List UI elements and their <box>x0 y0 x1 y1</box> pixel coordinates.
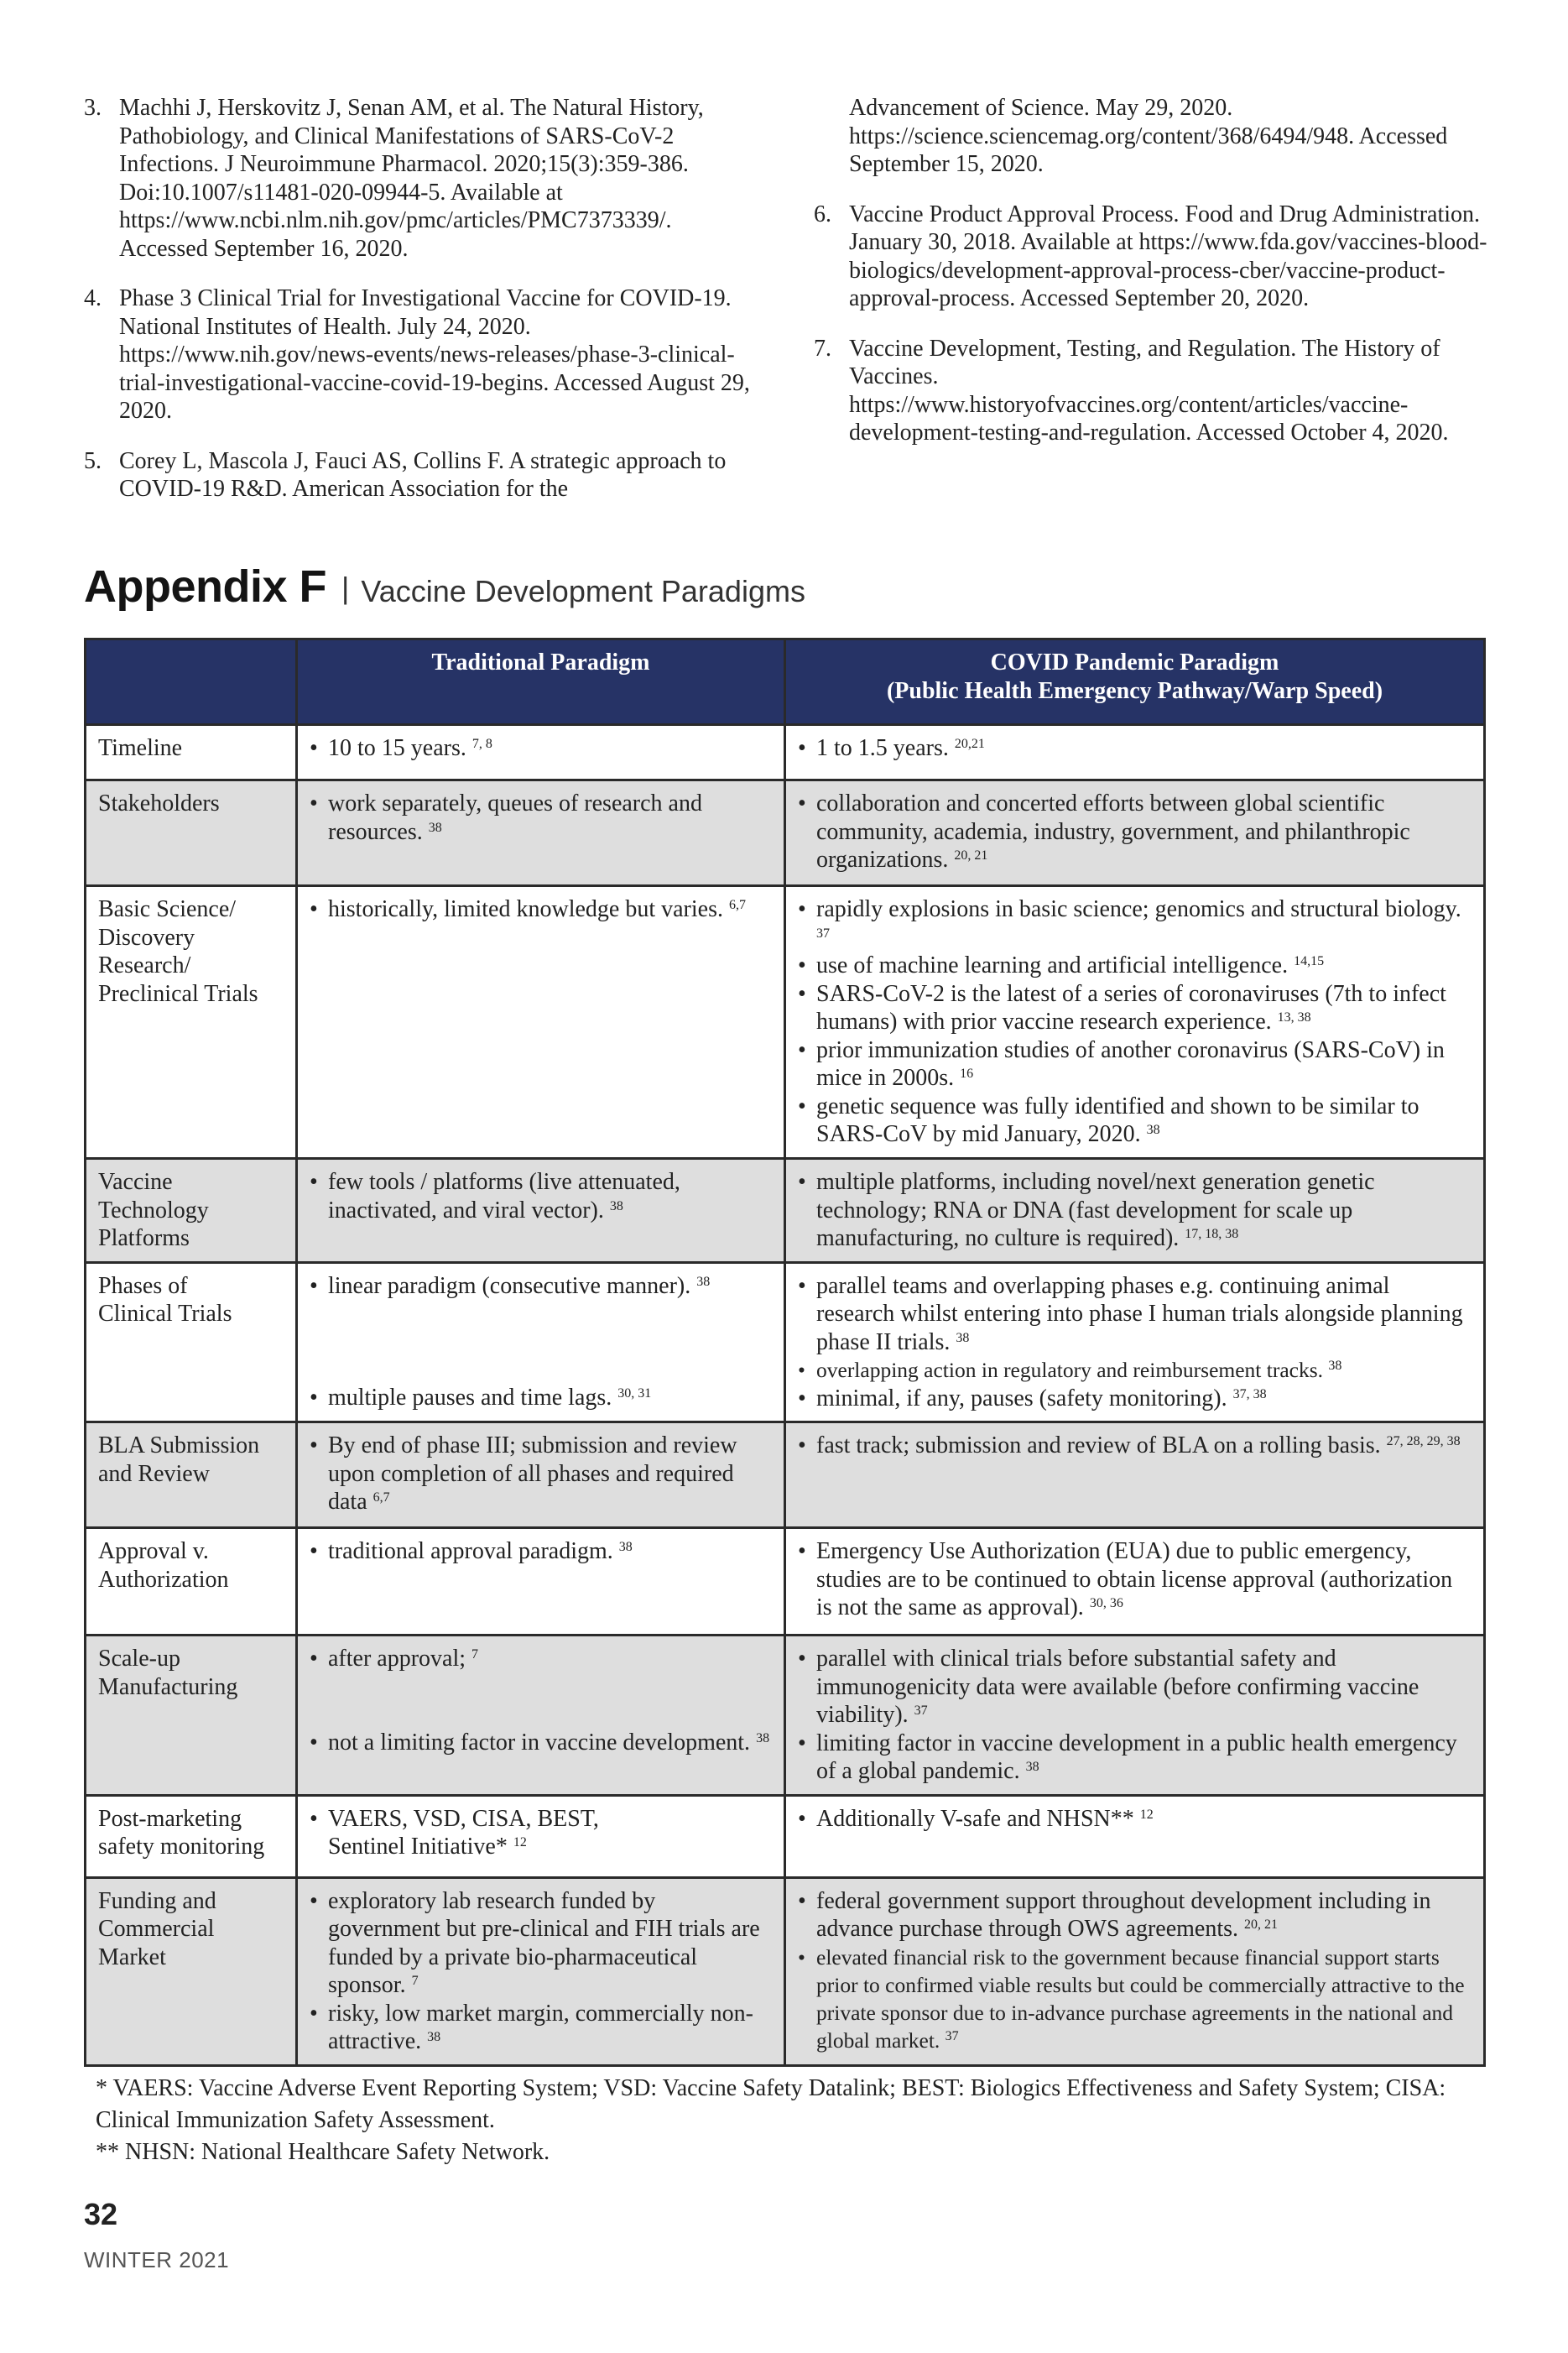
covid-cell <box>785 1528 1485 1636</box>
covid-cell <box>785 886 1485 1159</box>
reference-item: 4. Phase 3 Clinical Trial for Investigational Vaccine for COVID-19. National Institutes of Health. July 24, 2020. https://www.nih.gov/news-events/news-releases/phase-3-clinical-trial-investigational-vaccine-covid-19-begins. Accessed August 29, 2020. <box>84 285 750 424</box>
covid-cell <box>785 1262 1485 1422</box>
row-label: Approval v. Authorization <box>86 1528 297 1636</box>
list-item: • 1 to 1.5 years. $^{20,21}$ <box>798 734 1472 763</box>
footnote: * VAERS: Vaccine Adverse Event Reporting System; VSD: Vaccine Safety Datalink; BEST: Biologics Effectiveness and Safety System; CISA: Clinical Immunization Safety Assessment. <box>96 2075 1446 2133</box>
header-traditional: Traditional Paradigm <box>297 639 785 725</box>
list-item: • collaboration and concerted efforts between global scientific community, academia, industry, government, and philanthropic organizations. $^{20, 21}$ <box>798 790 1472 874</box>
list-item: • VAERS, VSD, CISA, BEST, Sentinel Initiative* $^{12}$ <box>310 1805 772 1861</box>
appendix-title: Vaccine Development Paradigms <box>361 574 805 608</box>
paradigm-table <box>84 638 1486 2067</box>
table-row <box>86 1636 1485 1796</box>
table-row <box>86 725 1485 780</box>
appendix-heading <box>84 561 805 613</box>
covid-cell <box>785 780 1485 886</box>
reference-item: 5. Corey L, Mascola J, Fauci AS, Collins F. A strategic approach to COVID-19 R&D. American Association for the <box>84 447 727 502</box>
list-item: • elevated financial risk to the government because financial support starts prior to confirmed viable results but could be commercially attractive to the private sponsor due to in-advance purchase agreements in the national and global market. $^{37}$ <box>798 1943 1472 2054</box>
list-item: • risky, low market margin, commercially non-attractive. $^{38}$ <box>310 2000 772 2056</box>
list-item: • 10 to 15 years. $^{7, 8}$ <box>310 734 772 763</box>
covid-cell <box>785 1159 1485 1263</box>
list-item: • after approval; $^7$ <box>310 1645 772 1673</box>
list-item: • exploratory lab research funded by government but pre-clinical and FIH trials are funded by a private bio-pharmaceutical sponsor. $^7$ <box>310 1887 772 2000</box>
table-row <box>86 1877 1485 2065</box>
row-label: Basic Science/ Discovery Research/ Preclinical Trials <box>86 886 297 1159</box>
covid-cell <box>785 1877 1485 2065</box>
reference-column-right <box>814 94 1493 469</box>
row-label: Scale-up Manufacturing <box>86 1636 297 1796</box>
list-item: • multiple platforms, including novel/next generation genetic technology; RNA or DNA (fast development for scale up manufacturing, no culture is required). $^{17, 18, 38}$ <box>798 1168 1472 1253</box>
table-row <box>86 1159 1485 1263</box>
footnote: ** NHSN: National Healthcare Safety Network. <box>96 2139 550 2165</box>
traditional-cell <box>297 1422 785 1528</box>
traditional-cell <box>297 1636 785 1796</box>
reference-item: 3. Machhi J, Herskovitz J, Senan AM, et al. The Natural History, Pathobiology, and Clinical Manifestations of SARS-CoV-2 Infections. J Neuroimmune Pharmacol. 2020;15(3):359-386. Doi:10.1007/s11481-020-09944-5. Available at https://www.ncbi.nlm.nih.gov/pmc/articles/PMC7373339/. Accessed September 16, 2020. <box>84 95 704 262</box>
header-covid: COVID Pandemic Paradigm (Public Health Emergency Pathway/Warp Speed) <box>785 639 1485 725</box>
table-row <box>86 886 1485 1159</box>
row-label: BLA Submission and Review <box>86 1422 297 1528</box>
row-label: Stakeholders <box>86 780 297 886</box>
list-item: • linear paradigm (consecutive manner). $^{38}$ <box>310 1272 772 1301</box>
list-item: • parallel with clinical trials before substantial safety and immunogenicity data were available (before confirming vaccine viability). $^{37}$ <box>798 1645 1472 1730</box>
traditional-cell <box>297 886 785 1159</box>
reference-item: 7. Vaccine Development, Testing, and Regulation. The History of Vaccines. https://www.historyofvaccines.org/content/articles/vaccine-development-testing-and-regulation. Accessed October 4, 2020. <box>814 335 1449 446</box>
covid-cell <box>785 725 1485 780</box>
traditional-cell <box>297 725 785 780</box>
covid-cell <box>785 1795 1485 1877</box>
list-item: • overlapping action in regulatory and reimbursement tracks. $^{38}$ <box>798 1356 1472 1385</box>
table-row <box>86 1262 1485 1422</box>
traditional-cell <box>297 1795 785 1877</box>
list-item: • use of machine learning and artificial intelligence. $^{14,15}$ <box>798 952 1472 980</box>
list-item: • SARS-CoV-2 is the latest of a series of coronaviruses (7th to infect humans) with prior vaccine research experience. $^{13, 38}$ <box>798 980 1472 1036</box>
list-item: • parallel teams and overlapping phases e.g. continuing animal research whilst entering into phase I human trials alongside planning phase II trials. $^{38}$ <box>798 1272 1472 1357</box>
reference-item: Advancement of Science. May 29, 2020. https://science.sciencemag.org/content/368/6494/948. Accessed September 15, 2020. <box>849 95 1448 177</box>
list-item: • genetic sequence was fully identified and shown to be similar to SARS-CoV by mid January, 2020. $^{38}$ <box>798 1093 1472 1149</box>
table-footnotes <box>96 2073 1488 2168</box>
traditional-cell <box>297 1262 785 1422</box>
table-row <box>86 1795 1485 1877</box>
list-item: • Additionally V-safe and NHSN** $^{12}$ <box>798 1805 1472 1834</box>
row-label: Timeline <box>86 725 297 780</box>
issue-season: WINTER 2021 <box>84 2247 230 2272</box>
table-row <box>86 1422 1485 1528</box>
list-item: • multiple pauses and time lags. $^{30, 31}$ <box>310 1384 772 1412</box>
traditional-cell <box>297 1877 785 2065</box>
appendix-label: Appendix F <box>84 561 326 612</box>
list-item: • not a limiting factor in vaccine development. $^{38}$ <box>310 1729 772 1757</box>
traditional-cell <box>297 1528 785 1636</box>
covid-cell <box>785 1422 1485 1528</box>
list-item: • Emergency Use Authorization (EUA) due to public emergency, studies are to be continued to obtain license approval (authorization is not the same as approval). $^{30, 36}$ <box>798 1537 1472 1622</box>
table-row <box>86 780 1485 886</box>
reference-column-left <box>84 94 755 525</box>
list-item: • federal government support throughout development including in advance purchase through OWS agreements. $^{20, 21}$ <box>798 1887 1472 1943</box>
list-item: • traditional approval paradigm. $^{38}$ <box>310 1537 772 1566</box>
traditional-cell <box>297 1159 785 1263</box>
row-label: Phases of Clinical Trials <box>86 1262 297 1422</box>
table-header-row <box>86 639 1485 725</box>
covid-cell <box>785 1636 1485 1796</box>
list-item: • prior immunization studies of another coronavirus (SARS-CoV) in mice in 2000s. $^{16}$ <box>798 1036 1472 1093</box>
header-blank <box>86 639 297 725</box>
list-item: • work separately, queues of research and resources. $^{38}$ <box>310 790 772 846</box>
traditional-cell <box>297 780 785 886</box>
list-item: • minimal, if any, pauses (safety monitoring). $^{37, 38}$ <box>798 1385 1472 1413</box>
list-item: • fast track; submission and review of BLA on a rolling basis. $^{27, 28, 29, 38}$ <box>798 1432 1472 1460</box>
list-item: • historically, limited knowledge but varies. $^{6,7}$ <box>310 895 772 924</box>
list-item: • rapidly explosions in basic science; genomics and structural biology. $^{37}$ <box>798 895 1472 952</box>
list-item: • limiting factor in vaccine development in a public health emergency of a global pandemic. $^{38}$ <box>798 1730 1472 1786</box>
page-number: 32 <box>84 2197 118 2231</box>
row-label: Funding and Commercial Market <box>86 1877 297 2065</box>
row-label: Post-marketing safety monitoring <box>86 1795 297 1877</box>
reference-item: 6. Vaccine Product Approval Process. Food and Drug Administration. January 30, 2018. Available at https://www.fda.gov/vaccines-blood-biologics/development-approval-process-cber/vaccine-product-approval-process. Accessed September 20, 2020. <box>814 201 1487 311</box>
row-label: Vaccine Technology Platforms <box>86 1159 297 1263</box>
table-row <box>86 1528 1485 1636</box>
reference-list <box>84 94 1493 530</box>
list-item: • few tools / platforms (live attenuated, inactivated, and viral vector). $^{38}$ <box>310 1168 772 1224</box>
heading-separator: | <box>341 571 350 605</box>
list-item: • By end of phase III; submission and review upon completion of all phases and required data $^{6,7}$ <box>310 1432 772 1516</box>
